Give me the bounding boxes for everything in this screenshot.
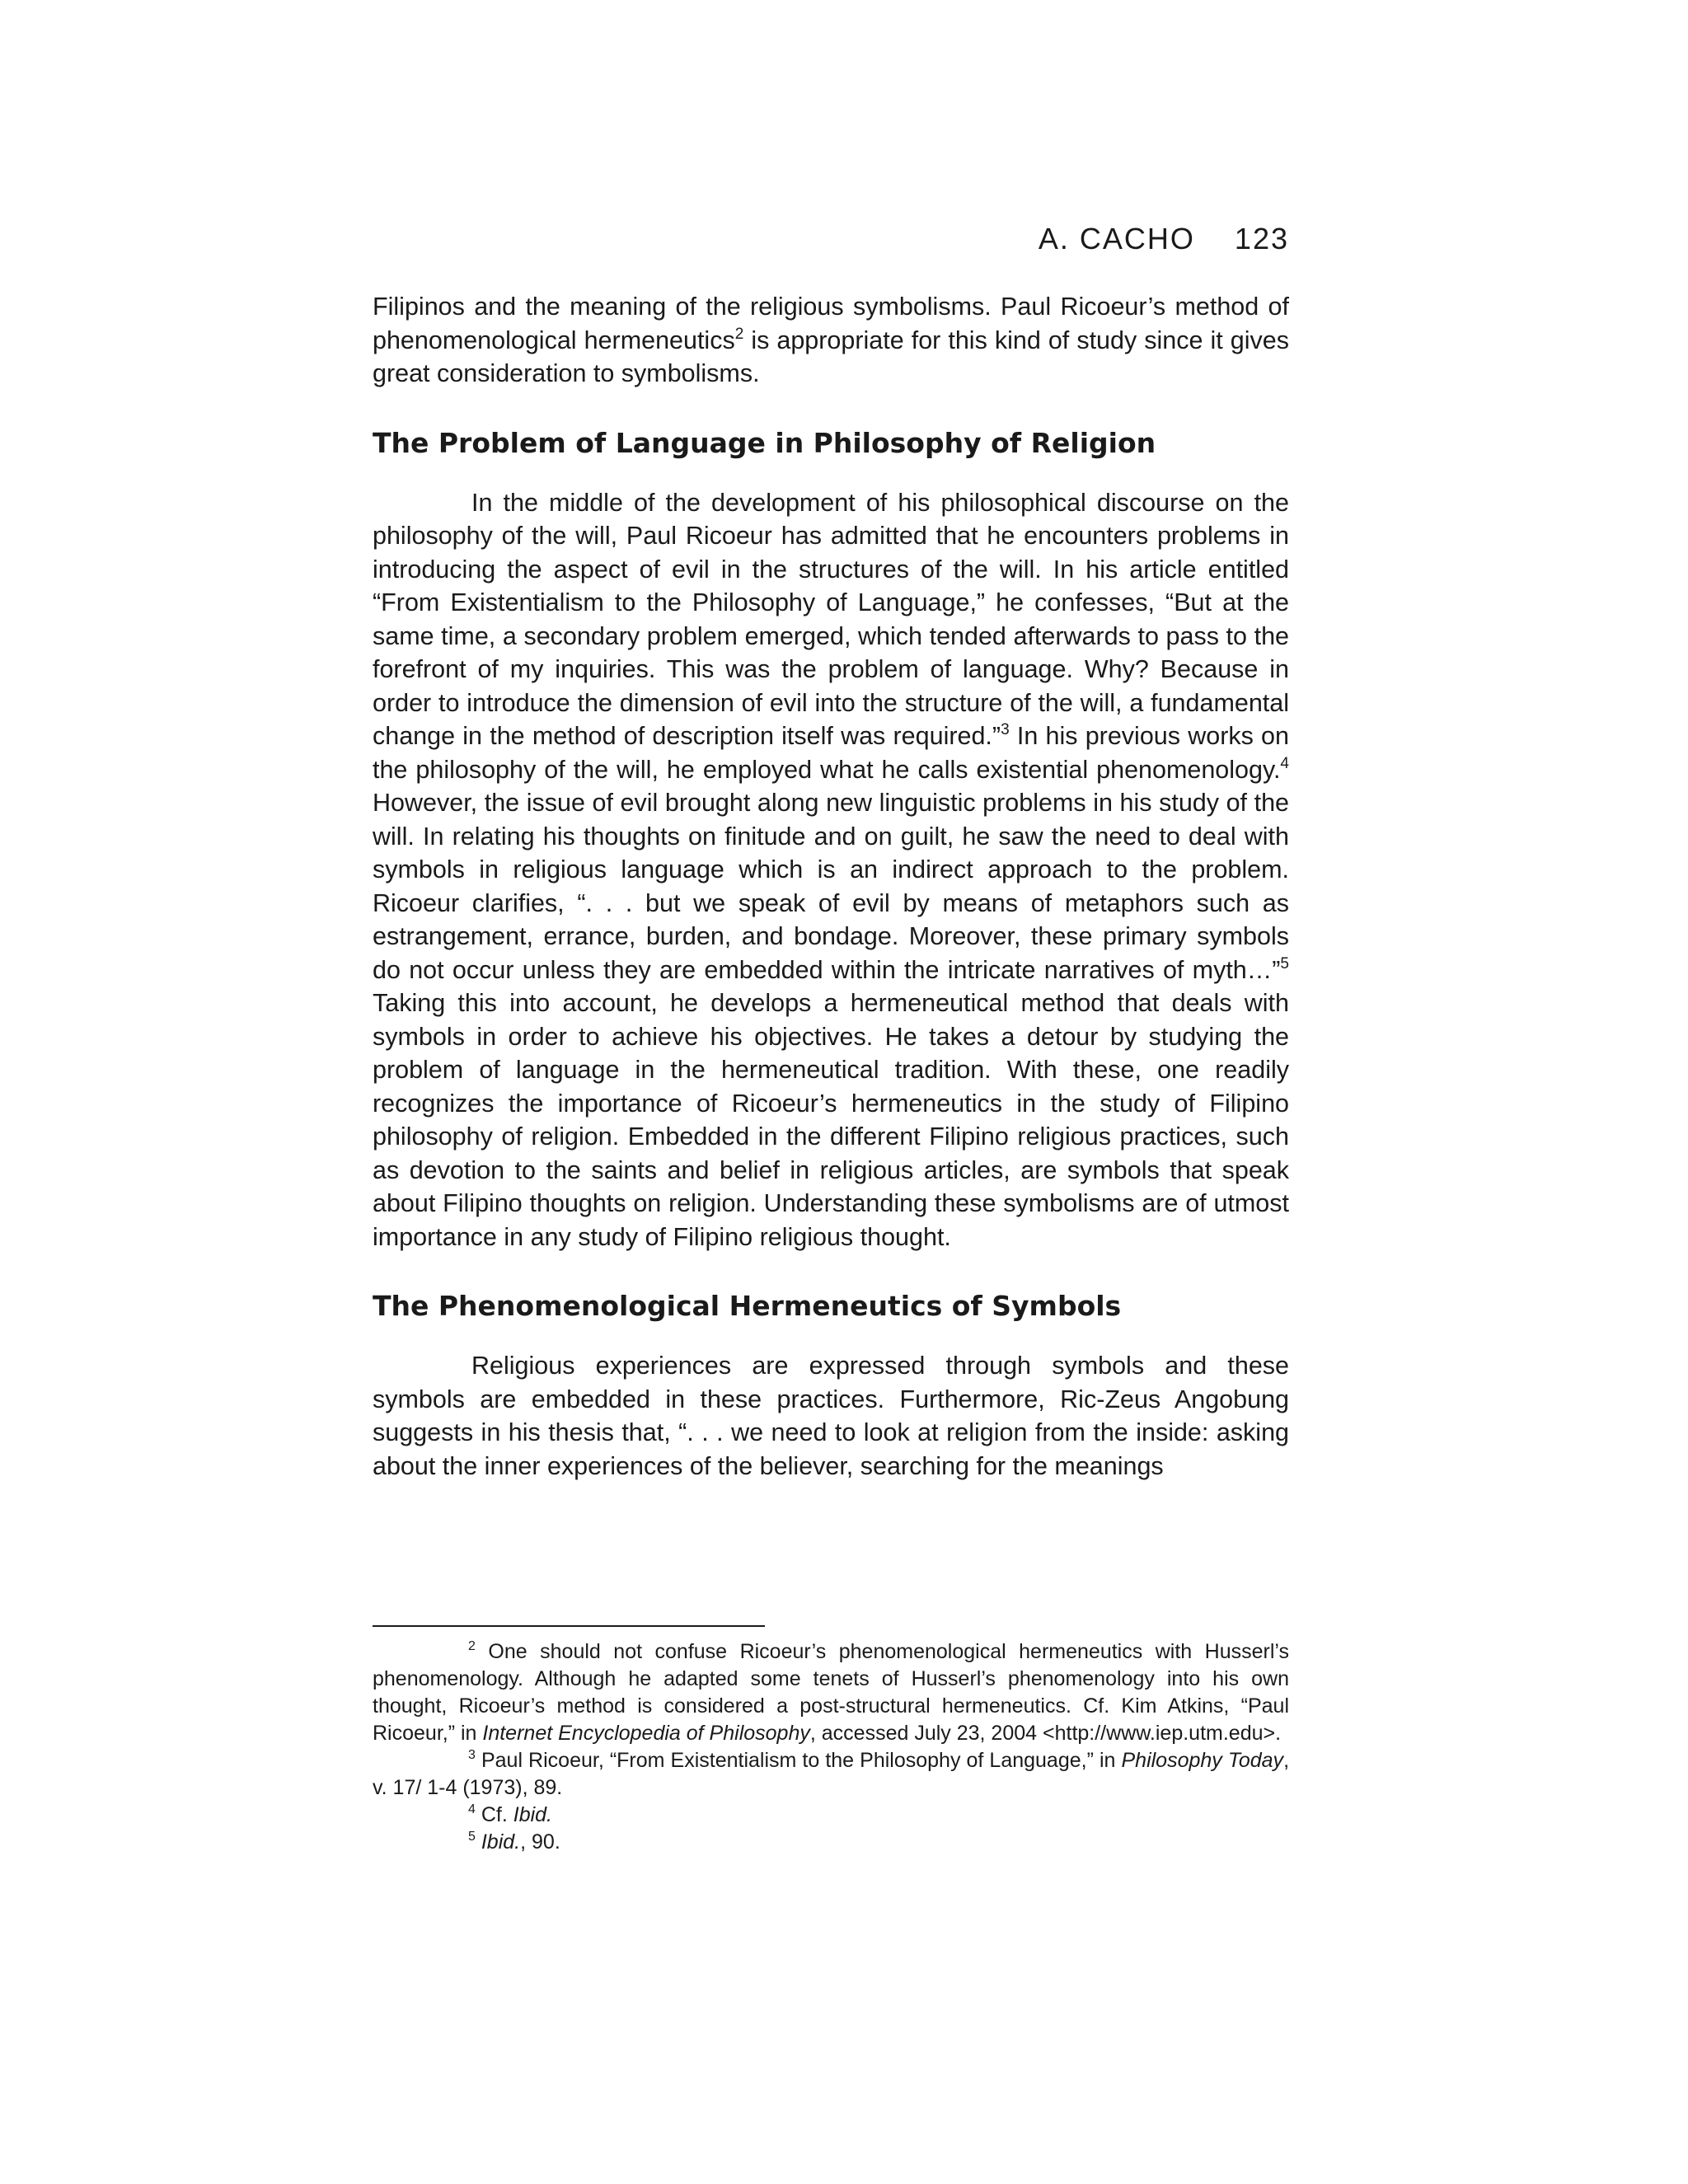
page-number: 123 bbox=[1234, 222, 1289, 255]
footnote-divider bbox=[373, 1625, 765, 1627]
footnote-number: 4 bbox=[468, 1802, 476, 1816]
footnote-text: , 90. bbox=[520, 1830, 560, 1854]
footnote-3 bbox=[373, 1747, 1289, 1802]
footnote-5 bbox=[373, 1829, 1289, 1856]
section-heading-language: The Problem of Language in Philosophy of Religion bbox=[373, 426, 1156, 459]
footnote-source-title: Internet Encyclopedia of Philosophy bbox=[482, 1722, 810, 1745]
footnote-text: , v. 17/ 1-4 (1973), 89. bbox=[373, 1749, 1290, 1799]
footnote-text: , accessed July 23, 2004 <http://www.iep.utm.edu>. bbox=[809, 1722, 1282, 1745]
section-heading-hermeneutics: The Phenomenological Hermeneutics of Symbols bbox=[373, 1290, 1122, 1322]
running-head-author: A. CACHO bbox=[1038, 222, 1195, 255]
footnote-source-title: Ibid. bbox=[513, 1803, 553, 1826]
footnote-source-title: Philosophy Today bbox=[1121, 1749, 1284, 1772]
section1-text-c: However, the issue of evil brought along new linguistic problems in his study of the will. In relating his thoughts on finitude and on guilt, he saw the need to deal with symbols in religious language which is an indirect approach to the problem. Ricoeur clarifies, “. . . but we speak of evil by means of metaphors such as estrangement, errance, burden, and bondage. Moreover, these primary symbols do not occur unless they are embedded within the intricate narratives of myth…” bbox=[373, 789, 1289, 984]
section1-text-b: In his previous works on the philosophy of the will, he employed what he calls existential phenomenology. bbox=[373, 722, 1289, 784]
running-head bbox=[373, 221, 1289, 257]
footnote-2 bbox=[373, 1638, 1289, 1747]
footnote-number: 5 bbox=[468, 1830, 476, 1844]
footnote-4 bbox=[373, 1802, 1289, 1829]
footnote-ref-4[interactable]: 4 bbox=[1280, 754, 1289, 772]
footnote-number: 3 bbox=[468, 1748, 476, 1762]
footnote-text bbox=[476, 1830, 481, 1854]
footnote-source-title: Ibid. bbox=[481, 1830, 521, 1854]
footnote-ref-2[interactable]: 2 bbox=[734, 325, 744, 343]
section2-paragraph: Religious experiences are expressed through symbols and these symbols are embedded in these practices. Furthermore, Ric-Zeus Angobung suggests in his thesis that, “. . . we need to look at religion from the inside: asking about the inner experiences of the believer, searching for the meanings bbox=[373, 1352, 1289, 1480]
footnote-text: Paul Ricoeur, “From Existentialism to the Philosophy of Language,” in bbox=[475, 1749, 1122, 1772]
section1-text-a: In the middle of the development of his philosophical discourse on the philosophy of the will, Paul Ricoeur has admitted that he encounters problems in introducing the aspect of evil in the structures of the will. In his article entitled “From Existentialism to the Philosophy of Language,” he confesses, “But at the same time, a secondary problem emerged, which tended afterwards to pass to the forefront of my inquiries. This was the problem of language. Why? Because in order to introduce the dimension of evil into the structure of the will, a fundamental change in the method of description itself was required.” bbox=[373, 488, 1289, 750]
footnote-number: 2 bbox=[468, 1639, 476, 1653]
intro-paragraph bbox=[373, 290, 1289, 391]
footnote-ref-3[interactable]: 3 bbox=[1001, 721, 1010, 738]
footnote-text: One should not confuse Ricoeur’s phenomenological hermeneutics with Husserl’s phenomenology. Although he adapted some tenets of Husserl’s phenomenology into his own thought, Ricoeur’s method is considered a post-structural hermeneutics. Cf. Kim Atkins, “Paul Ricoeur,” in bbox=[373, 1640, 1289, 1745]
footnotes bbox=[373, 1625, 1289, 1856]
intro-text: Filipinos and the meaning of the religious symbolisms. Paul Ricoeur’s method of phenomenological hermeneutics bbox=[373, 293, 1289, 354]
footnote-ref-5[interactable]: 5 bbox=[1280, 954, 1289, 972]
intro-text-cont: is appropriate for this kind of study since it gives great consideration to symbolisms. bbox=[373, 326, 1289, 387]
page-body bbox=[373, 290, 1289, 1483]
section1-paragraph bbox=[373, 486, 1289, 1254]
section1-text-d: Taking this into account, he develops a hermeneutical method that deals with symbols in order to achieve his objectives. He takes a detour by studying the problem of language in the hermeneutical tradition. With these, one readily recognizes the importance of Ricoeur’s hermeneutics in the study of Filipino philosophy of religion. Embedded in the different Filipino religious practices, such as devotion to the saints and belief in religious articles, are symbols that speak about Filipino thoughts on religion. Understanding these symbolisms are of utmost importance in any study of Filipino religious thought. bbox=[373, 989, 1289, 1251]
footnote-text: Cf. bbox=[475, 1803, 513, 1826]
